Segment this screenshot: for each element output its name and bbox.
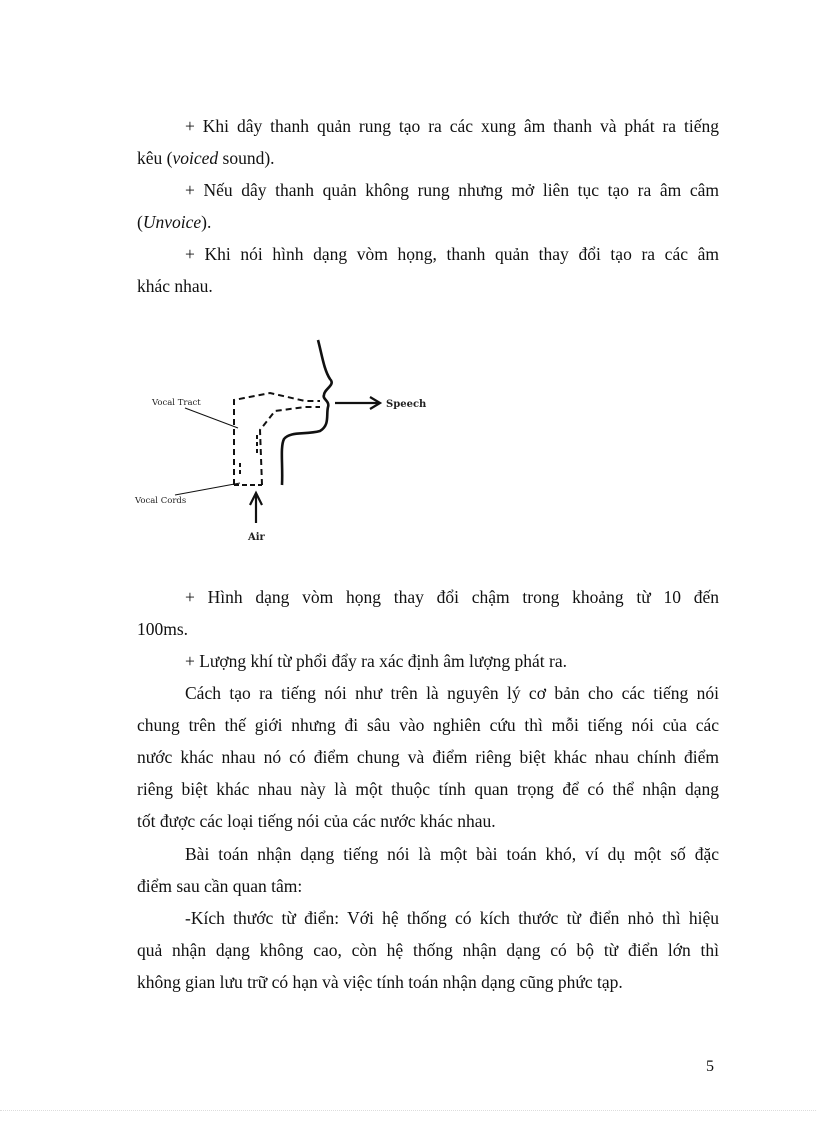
text-line: riêng biệt khác nhau này là một thuộc tính quan trọng để có thể nhận dạng (137, 779, 719, 799)
text-line: nước khác nhau nó có điểm chung và điểm riêng biệt khác nhau chính điểm (137, 747, 719, 767)
paragraph-slow-change (137, 581, 719, 645)
page-bottom-rule (0, 1110, 816, 1111)
italic-term: Unvoice (142, 212, 202, 232)
vocal-tract-label: Vocal Tract (152, 398, 201, 408)
paragraph-unvoiced (137, 174, 719, 238)
text-line: chung trên thế giới nhưng đi sâu vào nghiên cứu thì mỗi tiếng nói của các (137, 715, 719, 735)
text-line: + Khi nói hình dạng vòm họng, thanh quản thay đổi tạo ra các âm (185, 244, 719, 264)
vocal-cords-label: Vocal Cords (135, 496, 187, 506)
paragraph-air-volume (137, 645, 719, 677)
text-line: Cách tạo ra tiếng nói như trên là nguyên lý cơ bản cho các tiếng nói (185, 683, 719, 703)
text-line (137, 142, 719, 174)
text-line: tốt được các loại tiếng nói của các nước khác nhau. (137, 811, 496, 831)
vocal-tract-pointer (185, 408, 238, 428)
air-label: Air (248, 532, 265, 543)
text-line: điểm sau cần quan tâm: (137, 876, 303, 896)
text-line: -Kích thước từ điển: Với hệ thống có kích thước từ điển nhỏ thì hiệu (185, 908, 719, 928)
italic-term: voiced (172, 148, 219, 168)
paragraph-dictionary-size (137, 902, 719, 998)
text-line (137, 206, 719, 238)
text-line: quả nhận dạng không cao, còn hệ thống nhận dạng có bộ từ điển lớn thì (137, 940, 719, 960)
text-span: sound). (218, 148, 275, 168)
vocal-cords-pointer (175, 483, 240, 495)
text-line: khác nhau. (137, 276, 213, 296)
text-span: ( (137, 212, 143, 232)
vocal-cords-detail (240, 435, 257, 477)
text-line: 100ms. (137, 619, 189, 639)
text-line: + Hình dạng vòm họng thay đổi chậm trong khoảng từ 10 đến (185, 587, 719, 607)
text-span: kêu ( (137, 148, 173, 168)
text-span: ). (201, 212, 212, 232)
speech-production-diagram (130, 335, 440, 550)
text-line: + Nếu dây thanh quản không rung nhưng mở liên tục tạo ra âm câm (185, 180, 719, 200)
paragraph-problem (137, 838, 719, 902)
paragraph-vocal-shape (137, 238, 719, 302)
paragraph-voiced (137, 110, 719, 174)
page-number: 5 (706, 1058, 714, 1075)
speech-label: Speech (386, 399, 427, 410)
text-line: + Khi dây thanh quản rung tạo ra các xung âm thanh và phát ra tiếng (185, 116, 719, 136)
text-line: không gian lưu trữ có hạn và việc tính toán nhận dạng cũng phức tạp. (137, 972, 623, 992)
vocal-tract-inner-outline (260, 407, 320, 485)
text-line: Bài toán nhận dạng tiếng nói là một bài toán khó, ví dụ một số đặc (185, 844, 719, 864)
paragraph-principle (137, 677, 719, 837)
text-line: + Lượng khí từ phổi đẩy ra xác định âm lượng phát ra. (185, 651, 567, 671)
face-profile-curve (282, 340, 332, 485)
